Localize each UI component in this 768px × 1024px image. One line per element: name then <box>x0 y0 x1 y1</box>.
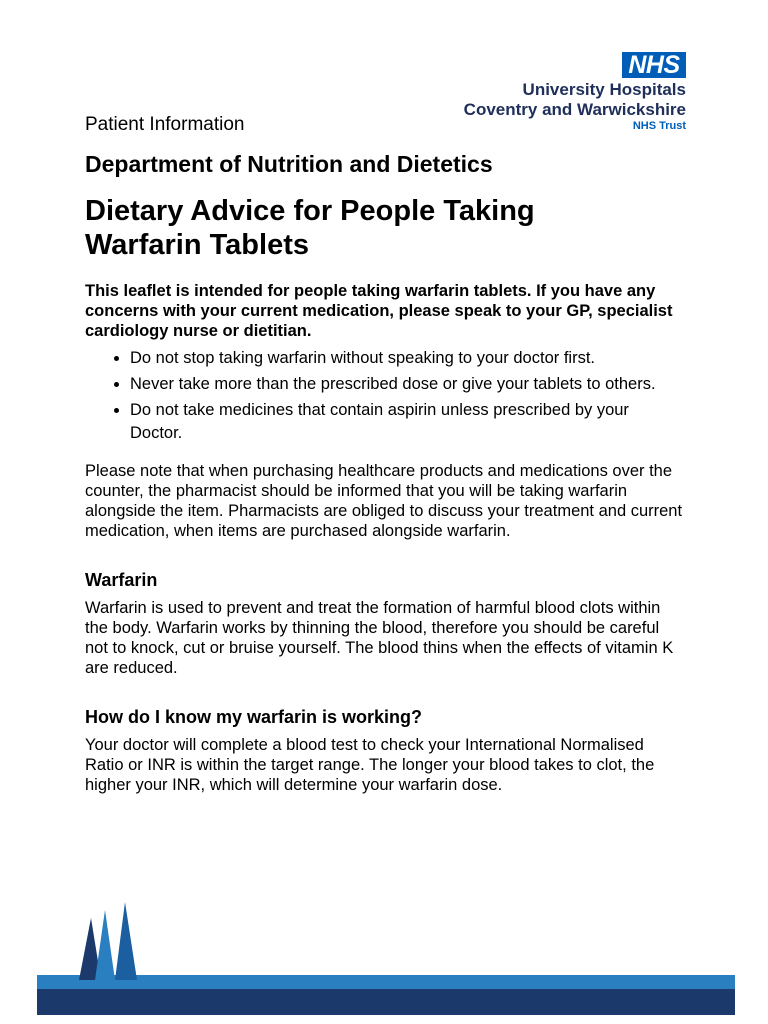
title-line-1: Dietary Advice for People Taking <box>85 195 535 227</box>
main-content <box>85 281 685 795</box>
intro-paragraph: This leaflet is intended for people taking warfarin tablets. If you have any concerns with your current medication, please speak to your GP, specialist cardiology nurse or dietitian. <box>85 282 673 340</box>
advice-list <box>85 347 685 445</box>
section-heading-inr: How do I know my warfarin is working? <box>85 707 423 727</box>
footer-band <box>37 975 735 1015</box>
nhs-logo: NHS <box>622 52 686 78</box>
trust-line-2: Coventry and Warwickshire <box>463 100 686 119</box>
trust-name <box>464 80 686 120</box>
advice-item: • Do not take medicines that contain aspirin unless prescribed by your Doctor. <box>130 399 685 445</box>
trust-line-1: University Hospitals <box>522 80 686 99</box>
patient-information-label: Patient Information <box>85 114 245 135</box>
title-line-2: Warfarin Tablets <box>85 229 309 261</box>
page-title <box>85 194 645 262</box>
section-body-warfarin: Warfarin is used to prevent and treat the formation of harmful blood clots within the body. Warfarin works by thinning the blood, therefore you should be careful not to knock, cut or bruise yourself. The blood thins when the effects of vitamin K are reduced. <box>85 599 674 677</box>
spire-middle <box>95 910 115 980</box>
advice-item: • Never take more than the prescribed dose or give your tablets to others. <box>130 373 685 396</box>
spires-graphic <box>75 900 145 980</box>
spire-right <box>115 902 137 980</box>
department-heading: Department of Nutrition and Dietetics <box>85 151 493 177</box>
pharmacist-note: Please note that when purchasing healthcare products and medications over the counter, the pharmacist should be informed that you will be taking warfarin alongside the item. Pharmacists are obliged to discuss your treatment and current medication, when items are purchased alongside warfarin. <box>85 462 683 540</box>
section-heading-warfarin: Warfarin <box>85 570 158 590</box>
advice-item: • Do not stop taking warfarin without speaking to your doctor first. <box>130 347 685 370</box>
trust-sub: NHS Trust <box>632 120 686 132</box>
section-body-inr: Your doctor will complete a blood test to check your International Normalised Ratio or INR is within the target range. The longer your blood takes to clot, the higher your INR, which will determine your warfarin dose. <box>85 736 655 794</box>
